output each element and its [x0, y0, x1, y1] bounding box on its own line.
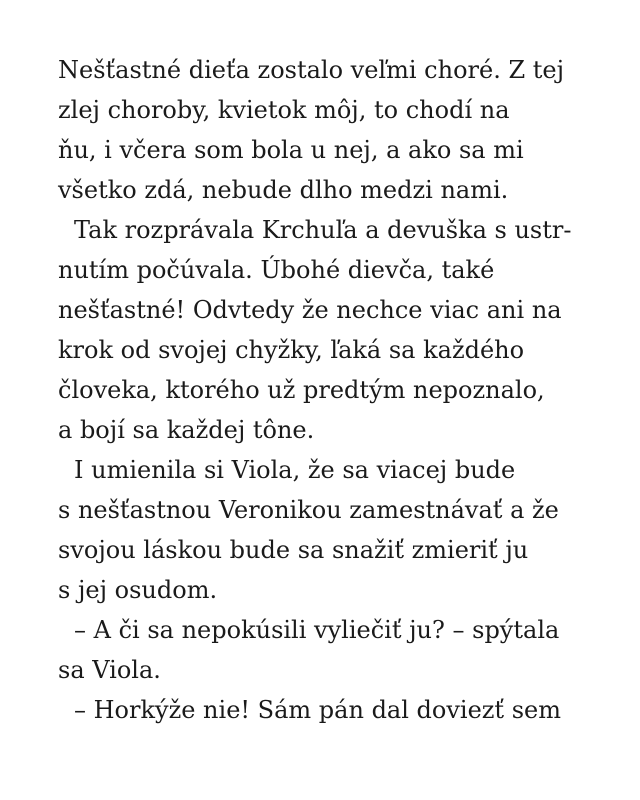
- text-line: sa Viola.: [58, 656, 161, 684]
- text-line: I umienila si Viola, že sa viacej bude: [74, 456, 516, 484]
- text-line: zlej choroby, kvietok môj, to chodí na: [58, 96, 510, 124]
- text-line: – A či sa nepokúsili vyliečiť ju? – spýtala: [74, 616, 560, 644]
- text-line: nutím počúvala. Úbohé dievča, také: [58, 256, 495, 284]
- text-line: krok od svojej chyžky, ľaká sa každého: [58, 336, 525, 364]
- text-line: s jej osudom.: [58, 576, 218, 604]
- text-line: – Horkýže nie! Sám pán dal doviezť sem: [74, 696, 561, 724]
- text-line: nešťastné! Odvtedy že nechce viac ani na: [58, 296, 562, 324]
- text-line: Tak rozprávala Krchuľa a devuška s ustr-: [74, 216, 572, 244]
- text-line: ňu, i včera som bola u nej, a ako sa mi: [58, 136, 524, 164]
- text-line: a bojí sa každej tône.: [58, 416, 315, 444]
- text-line: s nešťastnou Veronikou zamestnávať a že: [58, 496, 559, 524]
- text-line: všetko zdá, nebude dlho medzi nami.: [58, 176, 509, 204]
- text-line: človeka, ktorého už predtým nepoznalo,: [58, 376, 545, 404]
- text-line: svojou láskou bude sa snažiť zmieriť ju: [58, 536, 529, 564]
- text-line: Nešťastné dieťa zostalo veľmi choré. Z tej: [58, 56, 565, 84]
- body-text: [58, 50, 598, 730]
